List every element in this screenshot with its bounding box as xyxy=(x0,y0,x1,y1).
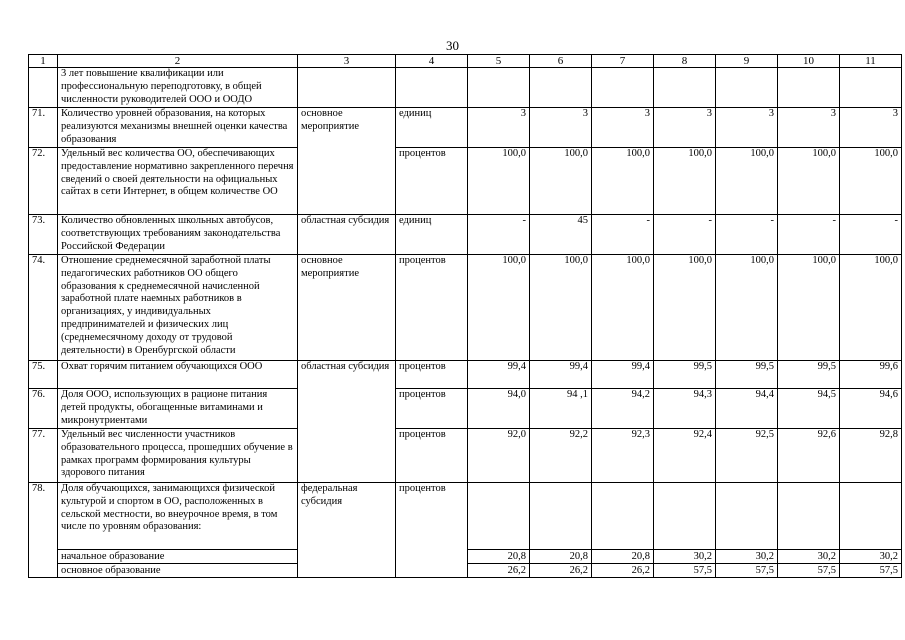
unit: процентов xyxy=(396,483,468,550)
value-cell: 94,5 xyxy=(778,389,840,429)
value-cell: 92,0 xyxy=(468,429,530,483)
event-type: областная субсидия xyxy=(298,215,396,255)
value-cell: 3 xyxy=(654,108,716,148)
value-cell: 26,2 xyxy=(468,564,530,578)
row-number: 71. xyxy=(29,108,58,148)
value-cell: 92,2 xyxy=(530,429,592,483)
unit: процентов xyxy=(396,389,468,429)
value-cell: 94,2 xyxy=(592,389,654,429)
value-cell: 94,4 xyxy=(716,389,778,429)
value-cell: 3 xyxy=(716,108,778,148)
value-cell: - xyxy=(840,215,902,255)
col-header: 3 xyxy=(298,55,396,68)
value-cell: - xyxy=(716,215,778,255)
value-cell: 57,5 xyxy=(840,564,902,578)
indicator-name: Доля обучающихся, занимающихся физической культурой и спортом в ОО, расположенных в сельской местности, во внеурочное время, в том числе по уровням образования: xyxy=(58,483,298,550)
unit: процентов xyxy=(396,255,468,361)
value-cell: 100,0 xyxy=(592,148,654,215)
event-type xyxy=(298,429,396,483)
value-cell: 92,6 xyxy=(778,429,840,483)
event-type: областная субсидия xyxy=(298,361,396,389)
value-cell: 100,0 xyxy=(530,255,592,361)
value-cell: 20,8 xyxy=(468,550,530,564)
col-header: 4 xyxy=(396,55,468,68)
value-cell: 99,5 xyxy=(716,361,778,389)
value-cell: 92,4 xyxy=(654,429,716,483)
row-number: 77. xyxy=(29,429,58,483)
value-cell: 99,5 xyxy=(654,361,716,389)
table-row xyxy=(29,429,902,483)
col-header: 10 xyxy=(778,55,840,68)
value-cell: 100,0 xyxy=(468,255,530,361)
value-cell: - xyxy=(592,215,654,255)
indicators-table xyxy=(28,54,902,578)
value-cell: - xyxy=(654,215,716,255)
value-cell: 100,0 xyxy=(840,255,902,361)
table-row xyxy=(29,215,902,255)
value-cell: 94 ,1 xyxy=(530,389,592,429)
value-cell: 100,0 xyxy=(840,148,902,215)
row-number: 75. xyxy=(29,361,58,389)
col-header: 9 xyxy=(716,55,778,68)
value-cell: 100,0 xyxy=(592,255,654,361)
value-cell: - xyxy=(778,215,840,255)
table-row xyxy=(29,108,902,148)
value-cell: 20,8 xyxy=(530,550,592,564)
value-cell: 3 xyxy=(840,108,902,148)
unit: процентов xyxy=(396,429,468,483)
indicator-name: Доля ООО, использующих в рационе питания детей продукты, обогащенные витаминами и микронутриентами xyxy=(58,389,298,429)
value-cell: 30,2 xyxy=(716,550,778,564)
value-cell: 100,0 xyxy=(654,255,716,361)
value-cell: 57,5 xyxy=(716,564,778,578)
value-cell: 30,2 xyxy=(778,550,840,564)
value-cell: - xyxy=(468,215,530,255)
value-cell: 94,0 xyxy=(468,389,530,429)
value-cell: 100,0 xyxy=(716,255,778,361)
value-cell: 100,0 xyxy=(654,148,716,215)
indicator-name: Охват горячим питанием обучающихся ООО xyxy=(58,361,298,389)
event-type xyxy=(298,148,396,215)
event-type: федеральная субсидия xyxy=(298,483,396,578)
value-cell: 3 xyxy=(468,108,530,148)
value-cell: 99,4 xyxy=(592,361,654,389)
value-cell: 99,6 xyxy=(840,361,902,389)
value-cell: 57,5 xyxy=(654,564,716,578)
row-number: 72. xyxy=(29,148,58,215)
table-row xyxy=(29,483,902,550)
col-header: 7 xyxy=(592,55,654,68)
unit: процентов xyxy=(396,148,468,215)
value-cell: 30,2 xyxy=(840,550,902,564)
unit xyxy=(396,68,468,108)
value-cell: 94,3 xyxy=(654,389,716,429)
table-row xyxy=(29,255,902,361)
value-cell: 94,6 xyxy=(840,389,902,429)
indicator-name: Количество уровней образования, на которых реализуются механизмы внешней оценки качества образования xyxy=(58,108,298,148)
table-row xyxy=(29,361,902,389)
indicator-name: Удельный вес численности участников образовательного процесса, прошедших обучение в рамках программ формирования культуры здорового питания xyxy=(58,429,298,483)
value-cell: 100,0 xyxy=(778,148,840,215)
col-header: 1 xyxy=(29,55,58,68)
value-cell: 92,5 xyxy=(716,429,778,483)
unit: единиц xyxy=(396,215,468,255)
event-type: основное мероприятие xyxy=(298,108,396,148)
event-type: основное мероприятие xyxy=(298,255,396,361)
value-cell: 99,4 xyxy=(468,361,530,389)
value-cell: 100,0 xyxy=(716,148,778,215)
value-cell: 3 xyxy=(530,108,592,148)
value-cell: 100,0 xyxy=(778,255,840,361)
event-type xyxy=(298,68,396,108)
col-header: 11 xyxy=(840,55,902,68)
indicator-name: Отношение среднемесячной заработной платы педагогических работников ОО общего образования к среднемесячной начисленной заработной плате наемных работников в организациях, у индивидуальных предпринимателей и физических лиц (среднемесячному доходу от трудовой деятельности) в Оренбургской области xyxy=(58,255,298,361)
indicator-name: 3 лет повышение квалификации или профессиональную переподготовку, в общей численности руководителей ООО и ООДО xyxy=(58,68,298,108)
value-cell: 100,0 xyxy=(468,148,530,215)
page-number: 30 xyxy=(446,38,459,53)
value-cell: 3 xyxy=(778,108,840,148)
indicator-name: Удельный вес количества ОО, обеспечивающих предоставление нормативно закрепленного перечня сведений о своей деятельности на официальных сайтах в сети Интернет, в общем количестве ОО xyxy=(58,148,298,215)
row-number: 76. xyxy=(29,389,58,429)
col-header: 6 xyxy=(530,55,592,68)
value-cell: 20,8 xyxy=(592,550,654,564)
indicator-name: начальное образование xyxy=(58,550,298,564)
table-row xyxy=(29,148,902,215)
value-cell: 100,0 xyxy=(530,148,592,215)
value-cell: 99,4 xyxy=(530,361,592,389)
value-cell: 92,3 xyxy=(592,429,654,483)
table-row xyxy=(29,564,902,578)
row-number: 73. xyxy=(29,215,58,255)
value-cell: 26,2 xyxy=(530,564,592,578)
unit: единиц xyxy=(396,108,468,148)
value-cell: 45 xyxy=(530,215,592,255)
row-number: 74. xyxy=(29,255,58,361)
col-header: 2 xyxy=(58,55,298,68)
indicator-name: основное образование xyxy=(58,564,298,578)
header-row xyxy=(29,55,902,68)
unit: процентов xyxy=(396,361,468,389)
value-cell: 3 xyxy=(592,108,654,148)
table-row xyxy=(29,550,902,564)
value-cell: 99,5 xyxy=(778,361,840,389)
indicator-name: Количество обновленных школьных автобусов, соответствующих требованиям законодательства Российской Федерации xyxy=(58,215,298,255)
row-number xyxy=(29,68,58,108)
row-number: 78. xyxy=(29,483,58,578)
event-type xyxy=(298,389,396,429)
col-header: 5 xyxy=(468,55,530,68)
value-cell: 92,8 xyxy=(840,429,902,483)
table-row xyxy=(29,389,902,429)
value-cell: 30,2 xyxy=(654,550,716,564)
col-header: 8 xyxy=(654,55,716,68)
value-cell: 26,2 xyxy=(592,564,654,578)
table-row xyxy=(29,68,902,108)
value-cell: 57,5 xyxy=(778,564,840,578)
